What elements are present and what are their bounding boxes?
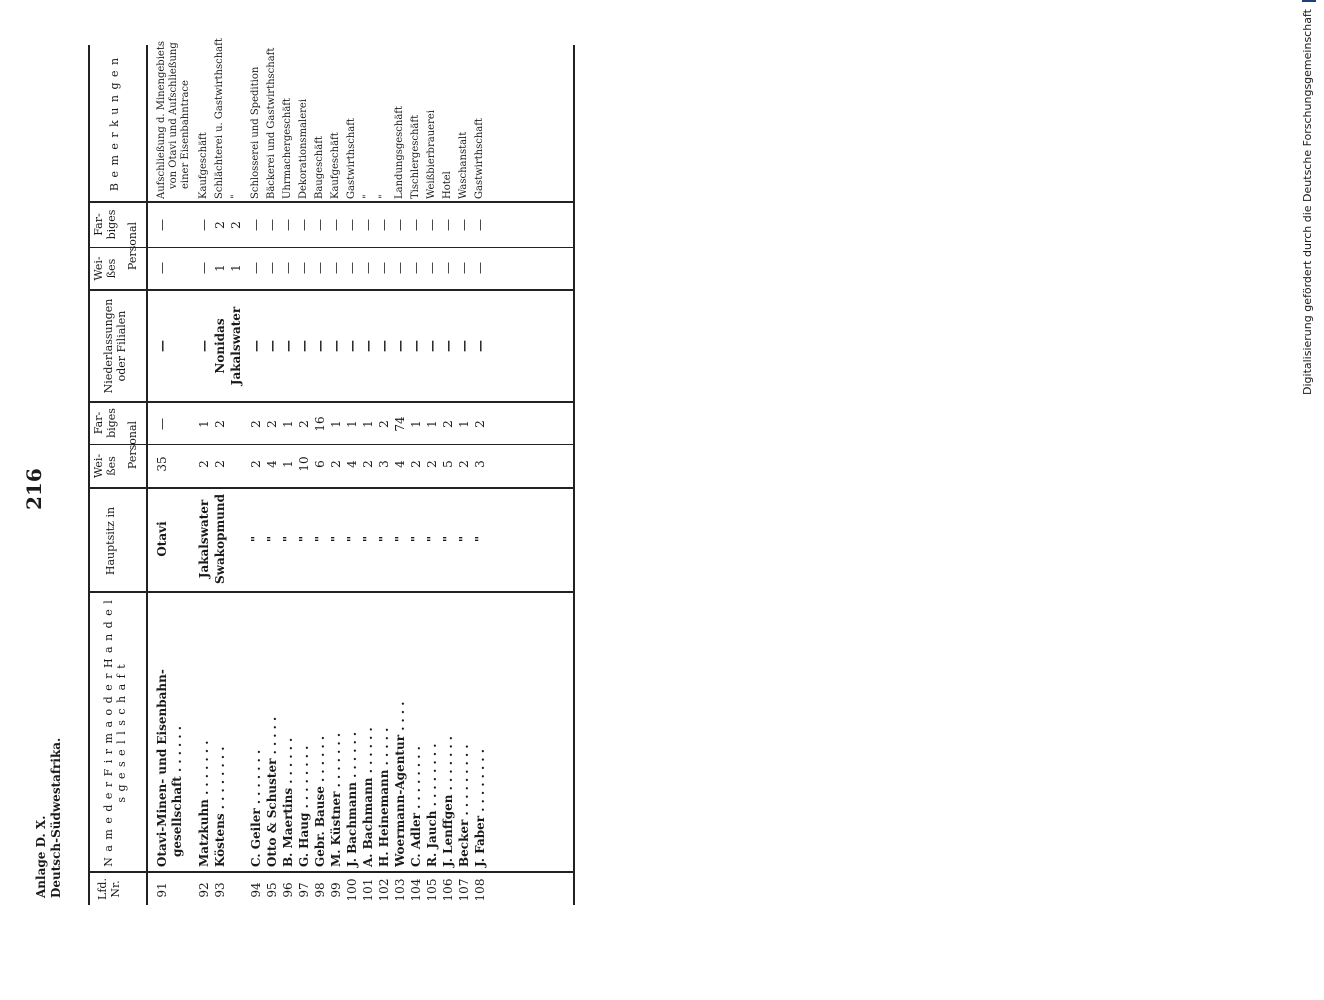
hauptsitz-cell: Jakalswater: [197, 499, 211, 579]
niederlassung-cell: —: [393, 340, 407, 352]
filiale-farbiges-cell: —: [473, 219, 487, 231]
bemerkung-cell: Weißbierbrauerei: [426, 110, 437, 199]
table-row: [456, 45, 472, 905]
weisses-personal-cell: 35: [155, 456, 169, 472]
bemerkung-cell: ": [362, 194, 373, 199]
table-row: [376, 45, 392, 905]
firm-name: Otto & Schuster . . . . .: [265, 716, 279, 867]
row-number: 96: [281, 882, 295, 898]
firm-name: C. Geiler . . . . . . .: [249, 749, 263, 867]
col-header-weisses-1: Wei- ßes: [92, 453, 118, 479]
filiale-farbiges-cell: —: [297, 219, 311, 231]
hauptsitz-cell: ": [281, 535, 295, 543]
weisses-personal-cell: 4: [265, 460, 279, 468]
weisses-personal-cell: 2: [457, 460, 471, 468]
farbiges-personal-cell: [228, 405, 244, 443]
row-number: 107: [457, 878, 471, 902]
col-header-niederlassungen: Niederlassungen oder Filialen: [102, 298, 128, 394]
row-number: 105: [425, 878, 439, 902]
table-row: [280, 45, 296, 905]
filiale-farbiges-cell: —: [361, 219, 375, 231]
farbiges-personal-cell: 1: [409, 420, 423, 428]
farbiges-personal-cell: 1: [197, 420, 211, 428]
row-number: 93: [213, 882, 227, 898]
row-number: 108: [473, 878, 487, 902]
weisses-personal-cell: 2: [249, 460, 263, 468]
farbiges-personal-cell: 2: [473, 420, 487, 428]
bemerkung-continued: von Otavi und Aufschließung: [168, 42, 179, 189]
dfg-logo: [1302, 0, 1316, 2]
hauptsitz-cell: ": [457, 535, 471, 543]
col-header-bemerkungen: B e m e r k u n g e n: [108, 56, 121, 192]
filiale-farbiges-cell: —: [249, 219, 263, 231]
table-row: [472, 45, 488, 905]
filiale-weisses-cell: —: [361, 262, 375, 274]
niederlassung-cell: —: [329, 340, 343, 352]
row-number: 92: [197, 882, 211, 898]
table-row: [312, 45, 328, 905]
bemerkung-cell: Gastwirthschaft: [346, 118, 357, 199]
row-number: 97: [297, 882, 311, 898]
firm-name: Woermann-Agentur . . . .: [393, 701, 407, 867]
niederlassung-cell: —: [361, 340, 375, 352]
table-row: [296, 45, 312, 905]
bemerkung-cell: ": [378, 194, 389, 199]
table-row: [344, 45, 360, 905]
filiale-weisses-cell: —: [329, 262, 343, 274]
farbiges-personal-cell: 2: [213, 420, 227, 428]
bemerkung-cell: Schlosserei und Spedition: [250, 66, 261, 199]
table-row: [228, 45, 244, 905]
firm-name: Gebr. Bause . . . . . .: [313, 735, 327, 867]
farbiges-personal-cell: 1: [281, 420, 295, 428]
bemerkung-cell: Hotel: [442, 171, 453, 199]
weisses-personal-cell: [228, 445, 244, 483]
niederlassung-cell: —: [425, 340, 439, 352]
filiale-weisses-cell: —: [249, 262, 263, 274]
hauptsitz-cell: ": [313, 535, 327, 543]
farbiges-personal-cell: 1: [361, 420, 375, 428]
weisses-personal-cell: 4: [393, 460, 407, 468]
filiale-weisses-cell: 1: [229, 264, 243, 272]
filiale-farbiges-cell: —: [457, 219, 471, 231]
firm-name: Becker . . . . . . . . .: [457, 744, 471, 867]
region-label: Deutsch-Südwestafrika.: [49, 737, 63, 898]
table-row: [424, 45, 440, 905]
farbiges-personal-cell: 2: [377, 420, 391, 428]
niederlassung-cell: —: [441, 340, 455, 352]
farbiges-personal-cell: 2: [265, 420, 279, 428]
filiale-weisses-cell: —: [345, 262, 359, 274]
niederlassung-cell: —: [249, 340, 263, 352]
row-number: 95: [265, 882, 279, 898]
row-number: 101: [361, 878, 375, 902]
hauptsitz-cell: ": [409, 535, 423, 543]
filiale-weisses-cell: —: [265, 262, 279, 274]
hauptsitz-cell: ": [425, 535, 439, 543]
niederlassung-cell: Jakalswater: [229, 306, 243, 386]
niederlassung-cell: —: [281, 340, 295, 352]
filiale-farbiges-cell: —: [393, 219, 407, 231]
row-number: 98: [313, 882, 327, 898]
weisses-personal-cell: 5: [441, 460, 455, 468]
niederlassung-cell: —: [265, 340, 279, 352]
filiale-farbiges-cell: —: [329, 219, 343, 231]
filiale-weisses-cell: —: [155, 262, 169, 274]
weisses-personal-cell: 10: [297, 456, 311, 472]
bemerkung-cell: Aufschließung d. Minengebiets: [156, 41, 167, 199]
bemerkung-cell: Schlächterei u. Gastwirthschaft: [214, 38, 225, 199]
firm-name-continued: gesellschaft . . . . . .: [170, 726, 184, 857]
row-number: 103: [393, 878, 407, 902]
weisses-personal-cell: 1: [281, 460, 295, 468]
hauptsitz-cell: ": [361, 535, 375, 543]
farbiges-personal-cell: 2: [441, 420, 455, 428]
hauptsitz-cell: [228, 493, 244, 585]
niederlassung-cell: —: [409, 340, 423, 352]
bemerkung-cell: Kaufgeschäft: [330, 132, 341, 199]
hauptsitz-cell: ": [249, 535, 263, 543]
bemerkung-cell: Landungsgeschäft: [394, 105, 405, 199]
row-number: 94: [249, 882, 263, 898]
table-row: [154, 41, 191, 905]
farbiges-personal-cell: 16: [313, 416, 327, 432]
farbiges-personal-cell: 2: [297, 420, 311, 428]
firm-name: [228, 607, 244, 867]
filiale-farbiges-cell: 2: [229, 221, 243, 229]
hauptsitz-cell: ": [377, 535, 391, 543]
row-number: 91: [155, 882, 169, 898]
weisses-personal-cell: 6: [313, 460, 327, 468]
filiale-weisses-cell: —: [441, 262, 455, 274]
filiale-farbiges-cell: —: [265, 219, 279, 231]
bemerkung-cell: Dekorationsmalerei: [298, 98, 309, 199]
firm-name: A. Bachmann . . . . . .: [361, 727, 375, 867]
table-row: [248, 45, 264, 905]
firm-name: H. Heinemann . . . . .: [377, 727, 391, 867]
weisses-personal-cell: 2: [361, 460, 375, 468]
niederlassung-cell: —: [197, 340, 211, 352]
hauptsitz-cell: ": [329, 535, 343, 543]
weisses-personal-cell: 2: [197, 460, 211, 468]
rotated-page: [20, 0, 640, 980]
filiale-weisses-cell: —: [377, 262, 391, 274]
filiale-weisses-cell: —: [393, 262, 407, 274]
filiale-farbiges-cell: —: [313, 219, 327, 231]
row-number: [228, 875, 244, 905]
niederlassung-cell: —: [457, 340, 471, 352]
firm-name: C. Adler . . . . . . . .: [409, 746, 423, 867]
hauptsitz-cell: ": [473, 535, 487, 543]
firm-name: J. Faber . . . . . . . .: [473, 749, 487, 867]
niederlassung-cell: —: [473, 340, 487, 352]
row-number: 104: [409, 878, 423, 902]
bemerkung-cell: Tischlergeschäft: [410, 114, 421, 199]
firm-name: B. Maertins . . . . . .: [281, 737, 295, 867]
farbiges-personal-cell: —: [155, 418, 169, 430]
weisses-personal-cell: 2: [425, 460, 439, 468]
firm-name: Otavi-Minen- und Eisenbahn-: [155, 669, 169, 867]
bemerkung-cell: Gastwirthschaft: [474, 118, 485, 199]
col-header-farbiges-1: Far- biges: [92, 408, 118, 438]
farbiges-personal-cell: 1: [425, 420, 439, 428]
hauptsitz-cell: ": [345, 535, 359, 543]
hauptsitz-cell: Otavi: [155, 521, 169, 557]
filiale-farbiges-cell: —: [281, 219, 295, 231]
table-row: [392, 45, 408, 905]
farbiges-personal-cell: 1: [329, 420, 343, 428]
page-number: 216: [22, 468, 46, 510]
table-row: [196, 45, 212, 905]
table-row: [328, 45, 344, 905]
firm-name: M. Küstner . . . . . . .: [329, 733, 343, 867]
filiale-farbiges-cell: —: [425, 219, 439, 231]
table-row: [212, 38, 228, 905]
bemerkung-cell: Waschanstalt: [458, 131, 469, 199]
header-bottom-rule: [146, 45, 148, 905]
page-header-left: [34, 738, 64, 898]
niederlassung-cell: Nonidas: [213, 318, 227, 374]
farbiges-personal-cell: 2: [249, 420, 263, 428]
col-header-farbiges-2: Far- biges: [92, 209, 118, 240]
filiale-farbiges-cell: —: [441, 219, 455, 231]
niederlassung-cell: —: [313, 340, 327, 352]
hauptsitz-cell: ": [441, 535, 455, 543]
row-number: 99: [329, 882, 343, 898]
filiale-weisses-cell: —: [297, 262, 311, 274]
filiale-farbiges-cell: 2: [213, 221, 227, 229]
bemerkung-cell: Baugeschäft: [314, 136, 325, 199]
bemerkung-cell: Bäckerei und Gastwirthschaft: [266, 47, 277, 199]
bemerkung-cell: ": [230, 194, 241, 199]
hauptsitz-cell: ": [265, 535, 279, 543]
table-row: [360, 45, 376, 905]
annex-label: Anlage D. X.: [34, 815, 48, 898]
firm-name: R. Jauch . . . . . . . .: [425, 743, 439, 867]
col-header-personal-1: Personal: [126, 420, 139, 470]
col-header-hauptsitz: Hauptsitz in: [104, 506, 117, 576]
weisses-personal-cell: 2: [213, 460, 227, 468]
farbiges-personal-cell: 74: [393, 416, 407, 432]
table-row: [408, 45, 424, 905]
firm-name: G. Haug . . . . . . . .: [297, 745, 311, 867]
filiale-weisses-cell: —: [281, 262, 295, 274]
table-row: [440, 45, 456, 905]
col-header-weisses-2: Wei- ßes: [92, 256, 118, 281]
niederlassung-cell: —: [377, 340, 391, 352]
col-header-nr: Lfd. Nr.: [96, 878, 122, 900]
filiale-weisses-cell: —: [313, 262, 327, 274]
digitization-note: Digitalisierung gefördert durch die Deutsche Forschungsgemeinschaft: [1301, 9, 1314, 395]
firm-name: J. Lenffgen . . . . . . .: [441, 736, 455, 867]
weisses-personal-cell: 3: [377, 460, 391, 468]
col-header-name: N a m e d e r F i r m a o d e r H a n d e l s g e s e l l s c h a f t: [102, 599, 128, 867]
filiale-farbiges-cell: —: [197, 219, 211, 231]
filiale-farbiges-cell: —: [345, 219, 359, 231]
filiale-weisses-cell: —: [425, 262, 439, 274]
farbiges-personal-cell: 1: [457, 420, 471, 428]
filiale-weisses-cell: —: [197, 262, 211, 274]
filiale-weisses-cell: —: [457, 262, 471, 274]
row-number: 102: [377, 878, 391, 902]
niederlassung-cell: —: [155, 340, 169, 352]
filiale-weisses-cell: —: [473, 262, 487, 274]
company-table: [88, 38, 633, 905]
col-header-personal-2: Personal: [126, 221, 139, 271]
filiale-farbiges-cell: —: [377, 219, 391, 231]
weisses-personal-cell: 2: [409, 460, 423, 468]
table-bottom-rule: [573, 45, 575, 905]
firm-name: Matzkuhn . . . . . . .: [197, 740, 211, 867]
firm-name: Köstens . . . . . . . .: [213, 746, 227, 867]
hauptsitz-cell: ": [393, 535, 407, 543]
weisses-personal-cell: 4: [345, 460, 359, 468]
filiale-farbiges-cell: —: [409, 219, 423, 231]
table-top-rule: [88, 45, 90, 905]
firm-name: J. Bachmann . . . . . .: [345, 731, 359, 867]
bemerkung-continued: einer Eisenbahntrace: [180, 80, 191, 189]
filiale-weisses-cell: 1: [213, 264, 227, 272]
weisses-personal-cell: 3: [473, 460, 487, 468]
weisses-personal-cell: 2: [329, 460, 343, 468]
hauptsitz-cell: Swakopmund: [213, 493, 227, 585]
bemerkung-cell: Uhrmachergeschäft: [282, 97, 293, 199]
table-row: [264, 45, 280, 905]
niederlassung-cell: —: [345, 340, 359, 352]
digitization-credit: [1298, 10, 1318, 395]
row-number: 100: [345, 878, 359, 902]
farbiges-personal-cell: 1: [345, 420, 359, 428]
filiale-farbiges-cell: —: [155, 219, 169, 231]
hauptsitz-cell: ": [297, 535, 311, 543]
filiale-weisses-cell: —: [409, 262, 423, 274]
bemerkung-cell: Kaufgeschäft: [198, 132, 209, 199]
row-number: 106: [441, 878, 455, 902]
niederlassung-cell: —: [297, 340, 311, 352]
